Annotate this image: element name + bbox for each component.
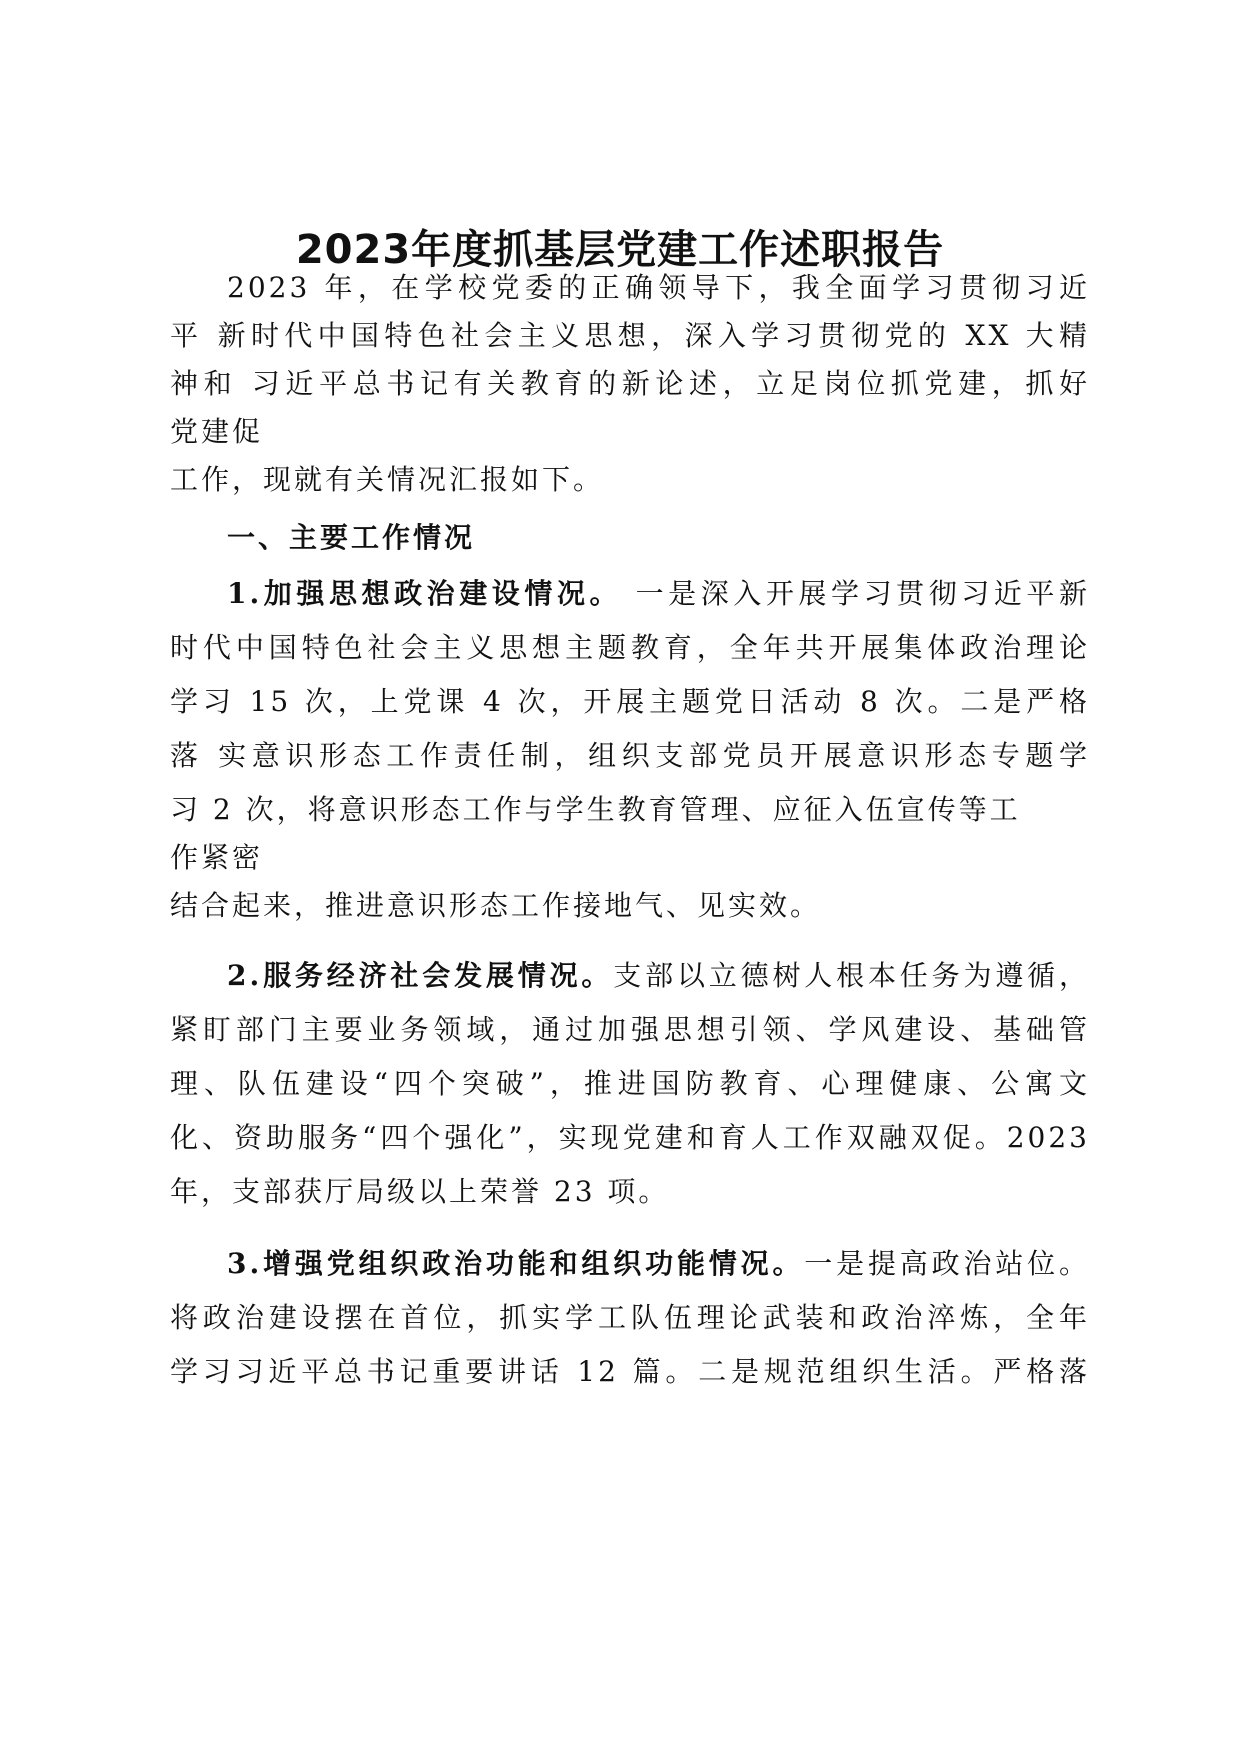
item2-line-1 — [227, 956, 1090, 996]
item3-line-1-rest: 一是提高政治站位。 — [804, 1247, 1090, 1280]
intro-line-4: 党建促 — [170, 415, 264, 448]
item2-lead: 2.服务经济社会发展情况。 — [227, 959, 614, 992]
item2-line-3: 理、队伍建设“四个突破”，推进国防教育、心理健康、公寓文 — [170, 1067, 1090, 1100]
item1-line-7: 结合起来，推进意识形态工作接地气、见实效。 — [170, 889, 822, 922]
item1-line-3: 学习 15 次，上党课 4 次，开展主题党日活动 8 次。二是严格 — [170, 685, 1090, 718]
item1-line-1-rest: 一是深入开展学习贯彻习近平新 — [622, 577, 1090, 610]
item2-line-1-rest: 支部以立德树人根本任务为遵循， — [613, 959, 1090, 992]
item3-line-2: 将政治建设摆在首位，抓实学工队伍理论武装和政治淬炼，全年 — [170, 1301, 1090, 1334]
item2-line-2: 紧盯部门主要业务领域，通过加强思想引领、学风建设、基础管 — [170, 1013, 1090, 1046]
item1-line-6: 作紧密 — [170, 841, 264, 874]
intro-line-5: 工作，现就有关情况汇报如下。 — [170, 463, 605, 496]
item3-line-3: 学习习近平总书记重要讲话 12 篇。二是规范组织生活。严格落 — [170, 1355, 1090, 1388]
item1-lead: 1.加强思想政治建设情况。 — [227, 577, 623, 610]
item1-line-1 — [227, 574, 1090, 614]
item1-line-4: 落 实意识形态工作责任制，组织支部党员开展意识形态专题学 — [170, 739, 1090, 772]
section-heading: 一、主要工作情况 — [227, 521, 476, 554]
intro-line-2: 平 新时代中国特色社会主义思想，深入学习贯彻党的 XX 大精 — [170, 319, 1090, 352]
item1-line-2: 时代中国特色社会主义思想主题教育，全年共开展集体政治理论 — [170, 631, 1090, 664]
document-title: 2023年度抓基层党建工作述职报告 — [295, 227, 945, 273]
intro-line-1: 2023 年，在学校党委的正确领导下，我全面学习贯彻习近 — [227, 271, 1090, 304]
item1-line-5: 习 2 次，将意识形态工作与学生教育管理、应征入伍宣传等工 — [170, 793, 1021, 826]
item3-line-1 — [227, 1244, 1090, 1284]
item2-line-5: 年，支部获厅局级以上荣誉 23 项。 — [170, 1175, 670, 1208]
intro-line-3: 神和 习近平总书记有关教育的新论述，立足岗位抓党建，抓好 — [170, 367, 1090, 400]
item3-lead: 3.增强党组织政治功能和组织功能情况。 — [227, 1247, 805, 1280]
item2-line-4: 化、资助服务“四个强化”，实现党建和育人工作双融双促。2023 — [170, 1121, 1090, 1154]
